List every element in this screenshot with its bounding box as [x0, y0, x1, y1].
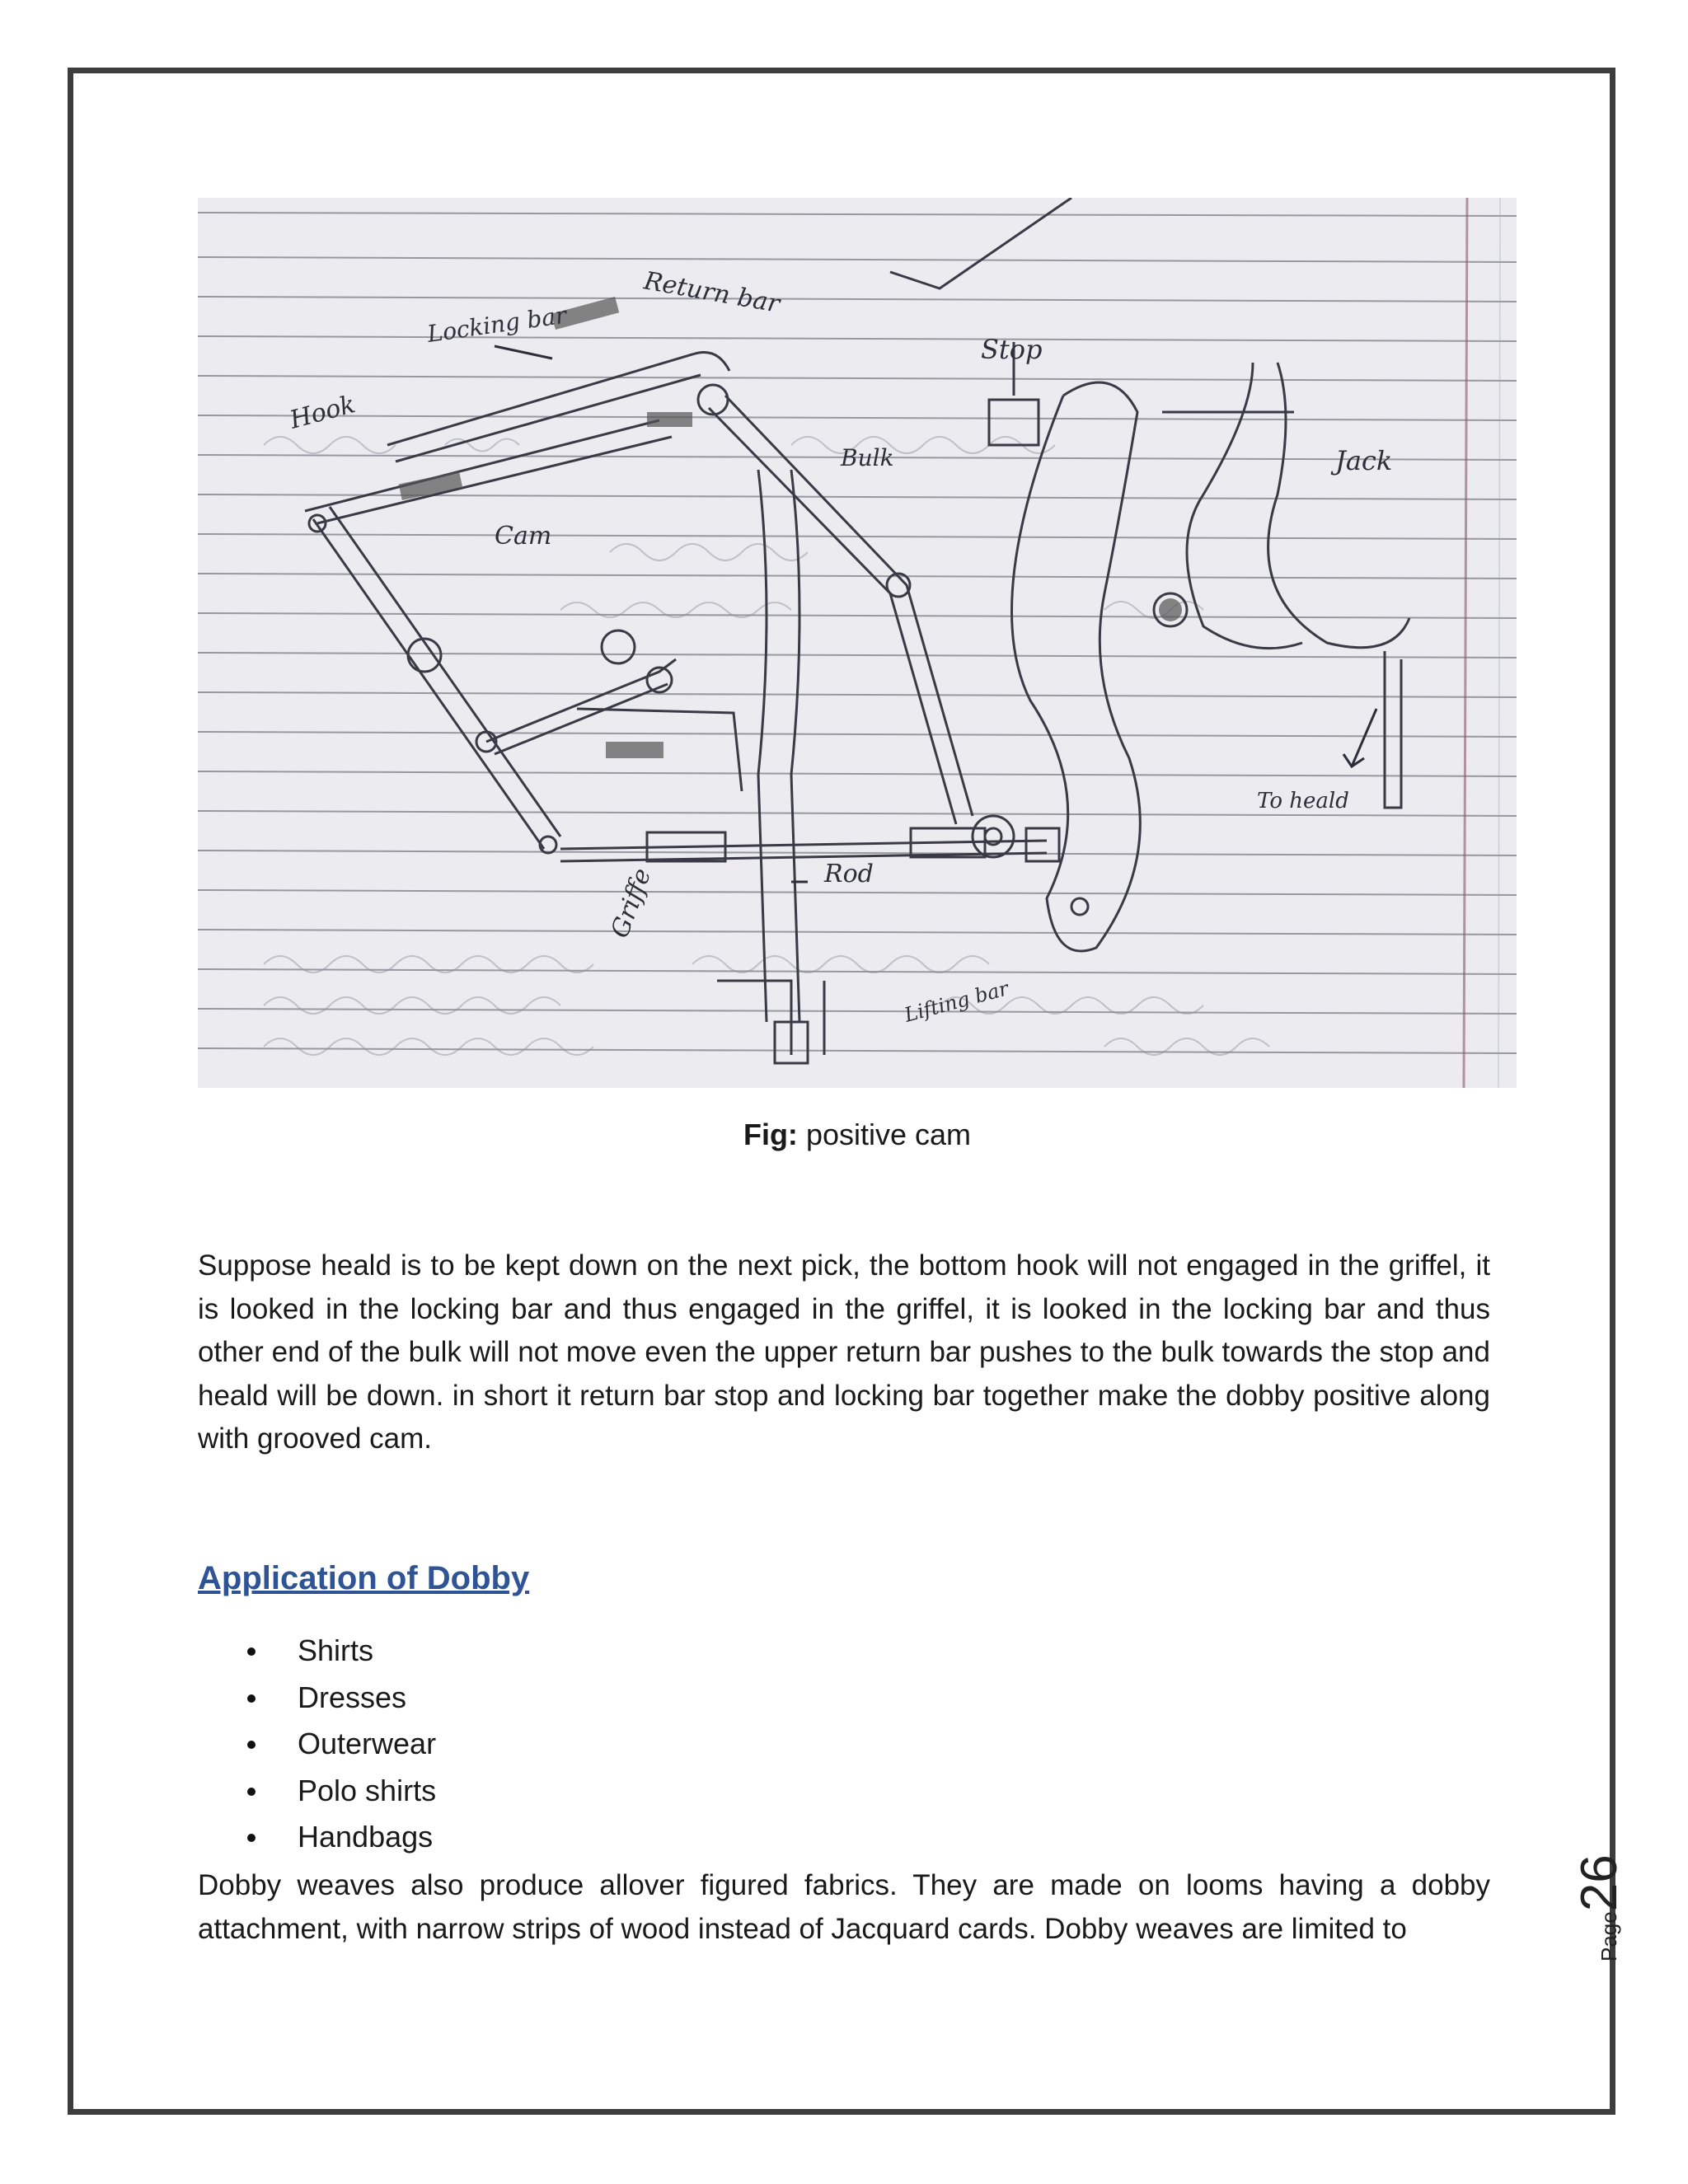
page-number-value: 26 — [1571, 1854, 1628, 1912]
caption-prefix: Fig: — [743, 1118, 798, 1151]
bullet-icon — [247, 1741, 256, 1749]
list-item — [198, 1768, 436, 1815]
paragraph-heald-explanation: Suppose heald is to be kept down on the next pick, the bottom hook will not engaged in the griffel, it is looked in the locking bar and thus engaged in the griffel, it is looked in the locking bar and thus other end of the bulk will not move even the upper return bar pushes to the bulk towards the stop and heald will be down. in short it return bar stop and locking bar together make the dobby positive along with grooved cam. — [198, 1249, 1490, 1455]
list-item-label: Polo shirts — [298, 1773, 437, 1807]
bullet-icon — [247, 1834, 256, 1842]
sketch-label: Jack — [1335, 445, 1393, 476]
sketch-label: To heald — [1257, 789, 1349, 813]
ruled-lines — [198, 213, 1517, 1053]
list-item-label: Dresses — [298, 1680, 407, 1714]
sketch-label: Griffe — [605, 865, 658, 942]
hand-drawn-sketch — [198, 198, 1517, 1088]
sketch-label: Bulk — [841, 444, 894, 471]
list-item-label: Handbags — [298, 1820, 434, 1854]
list-item — [198, 1675, 436, 1722]
sketch-label: Locking bar — [425, 301, 569, 348]
list-item — [198, 1721, 436, 1768]
section-heading: Application of Dobby — [198, 1560, 530, 1596]
page-number — [1570, 1821, 1653, 1961]
paragraph-dobby-weaves: Dobby weaves also produce allover figured fabrics. They are made on looms having a dobby attachment, with narrow strips of wood instead of Jacquard cards. Dobby weaves are limited to — [198, 1869, 1490, 1945]
list-item — [198, 1814, 436, 1861]
bullet-icon — [247, 1788, 256, 1796]
faint-handwriting — [264, 437, 1269, 1055]
list-item-label: Shirts — [298, 1633, 374, 1667]
bullet-icon — [247, 1647, 256, 1656]
sketch-label: Stop — [981, 334, 1043, 365]
caption-text: positive cam — [805, 1118, 972, 1151]
application-list — [198, 1628, 436, 1861]
sketch-label: Lifting bar — [902, 977, 1011, 1027]
positive-cam-figure — [198, 198, 1517, 1088]
page-label: Page — [1597, 1911, 1621, 1961]
figure-caption — [198, 1117, 1517, 1153]
sketch-label: Hook — [287, 390, 359, 435]
sketch-label: Rod — [824, 860, 874, 888]
bullet-icon — [247, 1694, 256, 1703]
sketch-label: Return bar — [641, 266, 782, 319]
list-item — [198, 1628, 436, 1675]
sketch-label: Cam — [495, 522, 552, 551]
list-item-label: Outerwear — [298, 1727, 437, 1760]
